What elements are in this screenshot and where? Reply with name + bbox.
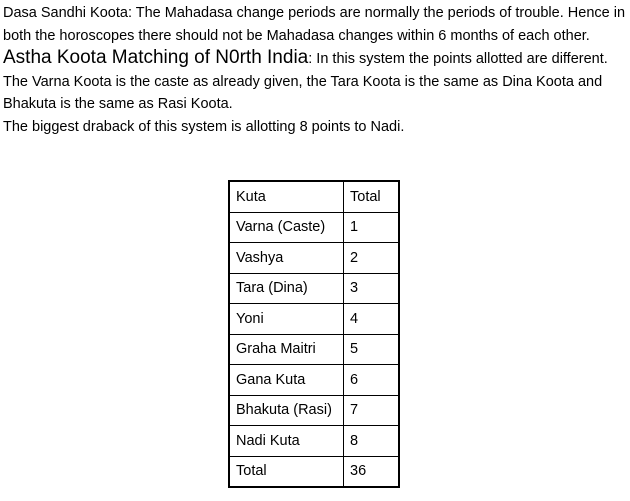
table-row: [229, 395, 399, 426]
table-row: [229, 212, 399, 243]
table-row: [229, 304, 399, 335]
table-row: [229, 243, 399, 274]
kuta-total-cell: 3: [344, 273, 400, 304]
astha-koota-paragraph: [3, 47, 627, 116]
table-row: [229, 365, 399, 396]
kuta-name-cell: Gana Kuta: [229, 365, 344, 396]
astha-koota-heading: Astha Koota Matching of N0rth India: [3, 47, 309, 68]
header-kuta: Kuta: [229, 181, 344, 212]
kuta-total-cell: 1: [344, 212, 400, 243]
table-header-row: [229, 181, 399, 212]
kuta-total-cell: 5: [344, 334, 400, 365]
total-value-cell: 36: [344, 456, 400, 487]
kuta-total-cell: 4: [344, 304, 400, 335]
total-label-cell: Total: [229, 456, 344, 487]
kuta-name-cell: Bhakuta (Rasi): [229, 395, 344, 426]
header-total: Total: [344, 181, 400, 212]
table-row: [229, 273, 399, 304]
document-page: [3, 0, 627, 138]
drawback-paragraph: The biggest draback of this system is allotting 8 points to Nadi.: [3, 118, 405, 135]
table-row: [229, 334, 399, 365]
kuta-name-cell: Varna (Caste): [229, 212, 344, 243]
kuta-table: [228, 180, 400, 488]
kuta-name-cell: Nadi Kuta: [229, 426, 344, 457]
table-total-row: [229, 456, 399, 487]
kuta-name-cell: Vashya: [229, 243, 344, 274]
kuta-table-wrapper: [228, 180, 400, 488]
dasa-sandhi-paragraph: Dasa Sandhi Koota: The Mahadasa change periods are normally the periods of trouble. Hence in both the horoscopes there should not be Mahadasa changes within 6 months of each other.: [3, 5, 626, 44]
kuta-name-cell: Graha Maitri: [229, 334, 344, 365]
kuta-total-cell: 2: [344, 243, 400, 274]
table-row: [229, 426, 399, 457]
kuta-name-cell: Tara (Dina): [229, 273, 344, 304]
kuta-total-cell: 7: [344, 395, 400, 426]
kuta-name-cell: Yoni: [229, 304, 344, 335]
kuta-total-cell: 6: [344, 365, 400, 396]
astha-koota-text: : In this system the points allotted are different. The Varna Koota is the caste as already given, the Tara Koota is the same as Dina Koota and Bhakuta is the same as Rasi Koota.: [3, 51, 608, 112]
kuta-total-cell: 8: [344, 426, 400, 457]
